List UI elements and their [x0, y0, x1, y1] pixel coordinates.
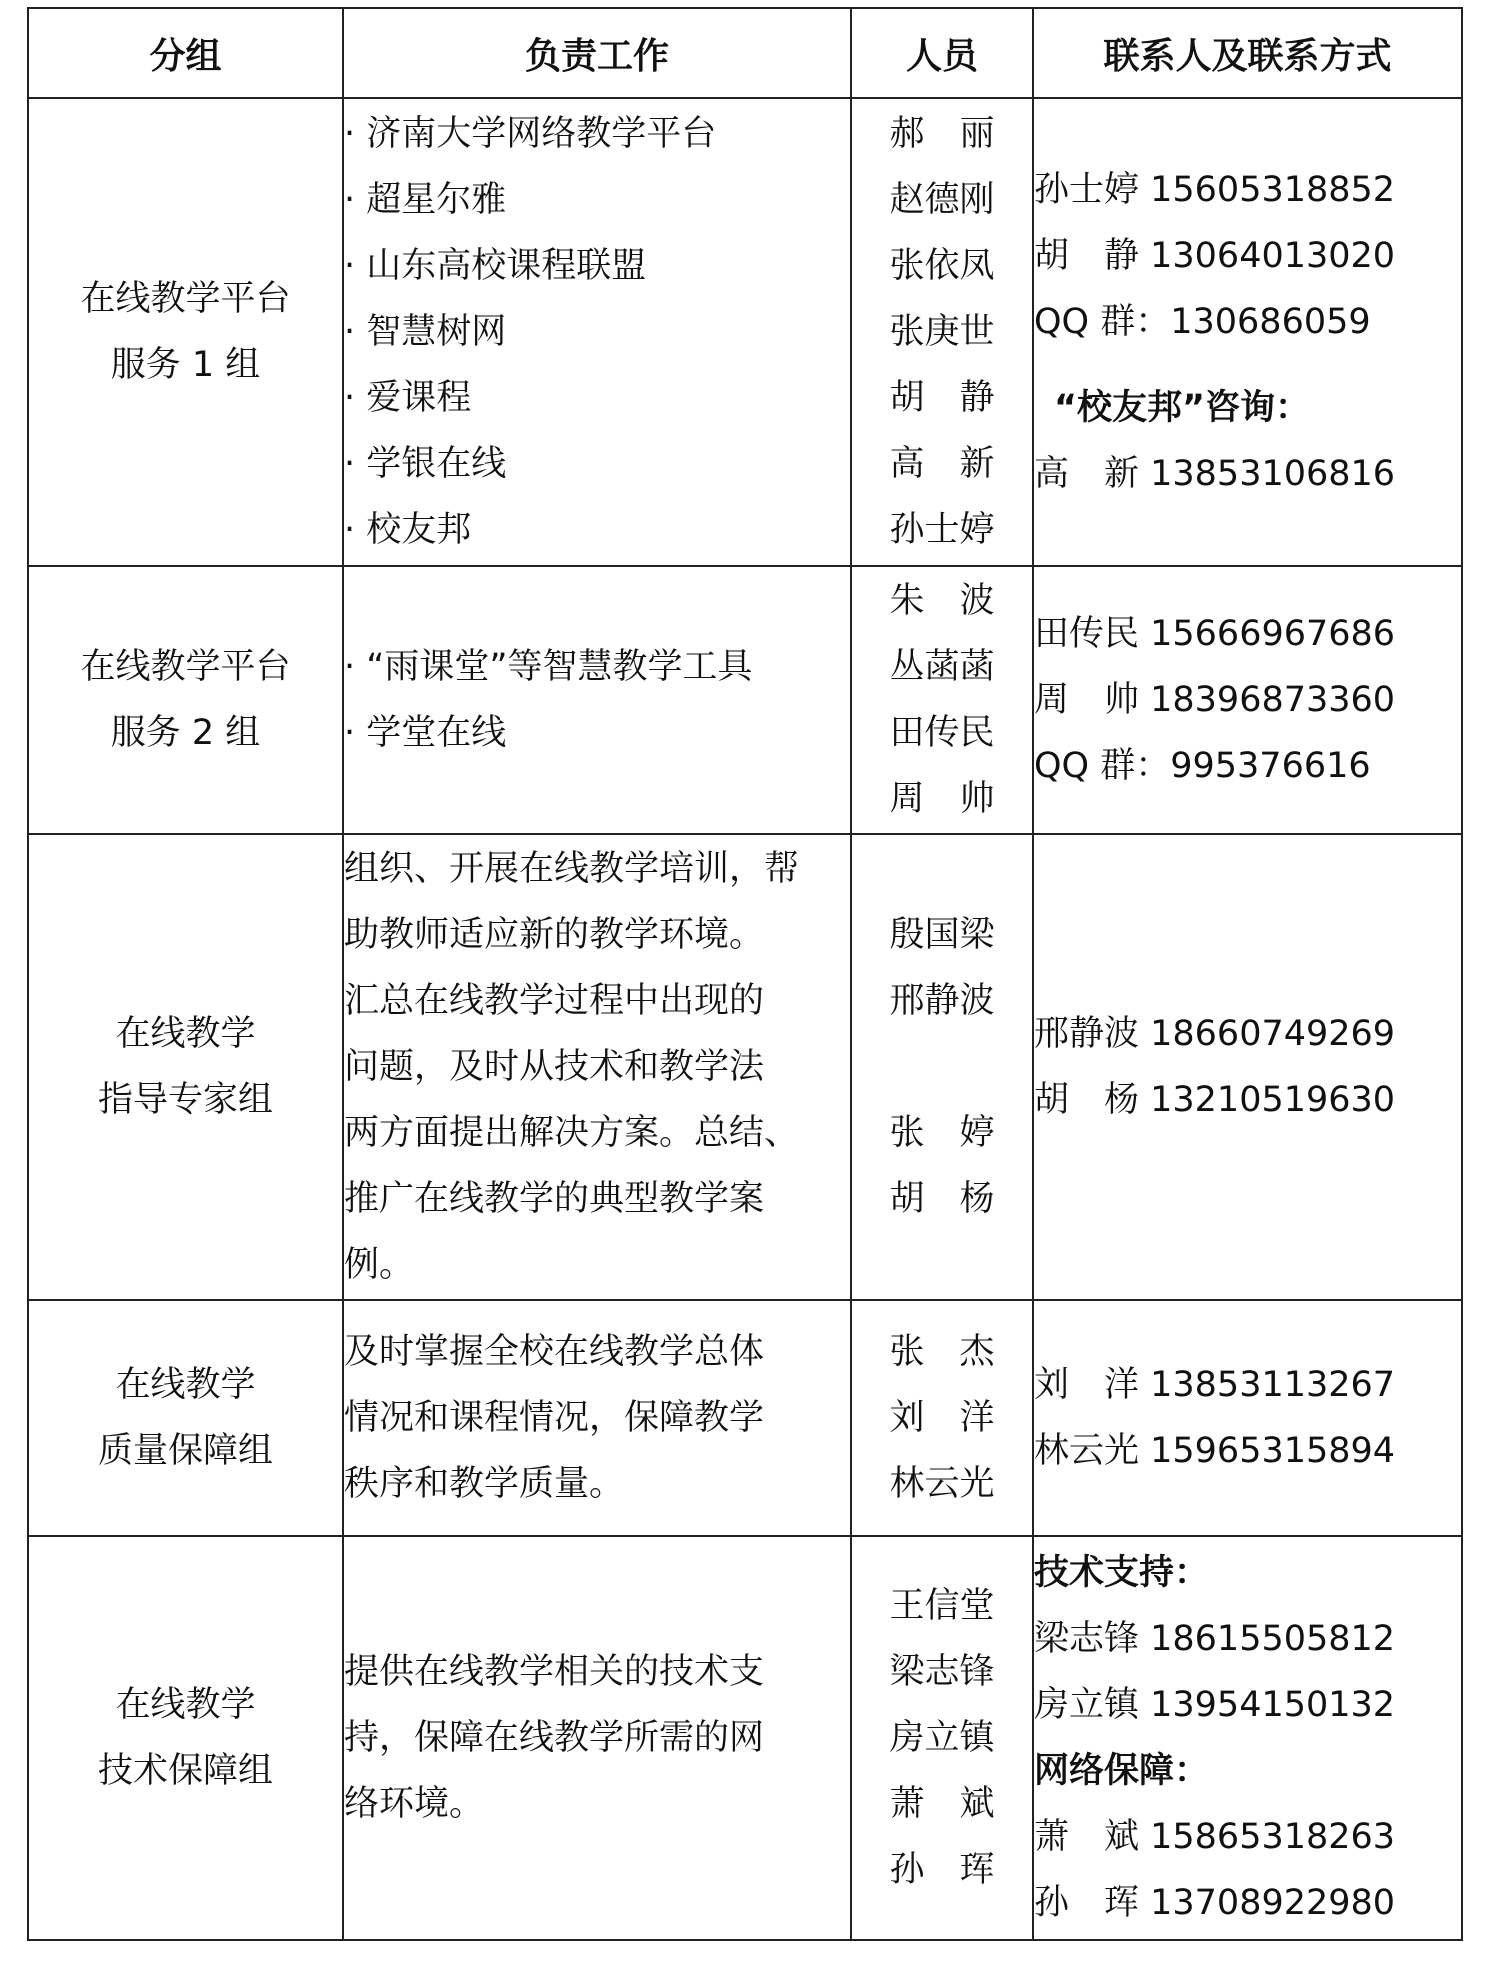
person-name: 孙士婷	[889, 510, 995, 550]
header-group: 分组	[28, 8, 343, 98]
table-row	[28, 566, 1462, 834]
work-text: 例。	[344, 1245, 415, 1285]
person-name: 朱 波	[889, 581, 995, 621]
contact-line: 林云光 15965315894	[1034, 1431, 1396, 1471]
person-name: 梁志锋	[889, 1652, 995, 1692]
person-name: 王信堂	[889, 1586, 995, 1626]
contact-line: 高 新 13853106816	[1034, 454, 1396, 494]
group-cell	[28, 1300, 343, 1536]
group-name: 在线教学	[115, 1685, 256, 1725]
contact-cell	[1033, 1300, 1462, 1536]
contact-line: 邢静波 18660749269	[1034, 1014, 1396, 1054]
work-text: 及时掌握全校在线教学总体	[344, 1332, 765, 1372]
work-item: · 济南大学网络教学平台	[344, 114, 717, 154]
person-name: 丛菡菡	[889, 647, 995, 687]
people-cell	[851, 98, 1033, 566]
person-name: 邢静波	[889, 981, 995, 1021]
contact-subheading: 技术支持：	[1034, 1553, 1210, 1593]
work-cell	[343, 834, 851, 1300]
person-name: 高 新	[889, 444, 995, 484]
person-name: 胡 静	[889, 378, 995, 418]
contact-line: 周 帅 18396873360	[1034, 680, 1396, 720]
work-text: 情况和课程情况，保障教学	[344, 1398, 765, 1438]
contact-line: 孙 珲 13708922980	[1034, 1883, 1396, 1923]
group-name: 服务 1 组	[110, 345, 261, 385]
work-text: 助教师适应新的教学环境。	[344, 915, 765, 955]
contact-line: 刘 洋 13853113267	[1034, 1365, 1396, 1405]
person-name: 胡 杨	[889, 1179, 995, 1219]
person-name: 林云光	[889, 1464, 995, 1504]
person-name: 孙 珲	[889, 1850, 995, 1890]
work-cell	[343, 1536, 851, 1940]
work-text: 持，保障在线教学所需的网	[344, 1718, 765, 1758]
work-text: 组织、开展在线教学培训，帮	[344, 849, 800, 889]
group-name: 在线教学	[115, 1014, 256, 1054]
person-name: 萧 斌	[889, 1784, 995, 1824]
work-text: 汇总在线教学过程中出现的	[344, 981, 765, 1021]
contact-line: QQ 群：130686059	[1034, 302, 1371, 342]
person-name: 张庚世	[889, 312, 995, 352]
work-text: 两方面提出解决方案。总结、	[344, 1113, 800, 1153]
person-name: 郝 丽	[889, 114, 995, 154]
contact-line: 胡 静 13064013020	[1034, 236, 1396, 276]
contact-line: 房立镇 13954150132	[1034, 1685, 1396, 1725]
group-cell	[28, 566, 343, 834]
contact-line: 萧 斌 15865318263	[1034, 1817, 1396, 1857]
group-name: 技术保障组	[97, 1751, 273, 1791]
work-cell	[343, 98, 851, 566]
work-text: 问题，及时从技术和教学法	[344, 1047, 765, 1087]
contact-subheading: “校友邦”咨询：	[1054, 388, 1311, 428]
work-text: 提供在线教学相关的技术支	[344, 1652, 765, 1692]
table-row	[28, 1300, 1462, 1536]
work-cell	[343, 566, 851, 834]
spacer	[1034, 355, 1461, 375]
work-item: · “雨课堂”等智慧教学工具	[344, 647, 753, 687]
contact-subheading: 网络保障：	[1034, 1751, 1210, 1791]
work-item: · 学银在线	[344, 444, 507, 484]
people-cell	[851, 1300, 1033, 1536]
table-row	[28, 98, 1462, 566]
spacer	[852, 1034, 1032, 1100]
header-row	[28, 8, 1462, 98]
contact-line: 胡 杨 13210519630	[1034, 1080, 1396, 1120]
group-name: 服务 2 组	[110, 713, 261, 753]
group-name: 在线教学平台	[80, 279, 291, 319]
person-name: 刘 洋	[889, 1398, 995, 1438]
person-name: 赵德刚	[889, 180, 995, 220]
group-cell	[28, 834, 343, 1300]
table-row	[28, 834, 1462, 1300]
work-item: · 山东高校课程联盟	[344, 246, 647, 286]
group-name: 指导专家组	[97, 1080, 273, 1120]
work-item: · 智慧树网	[344, 312, 507, 352]
work-cell	[343, 1300, 851, 1536]
contact-cell	[1033, 834, 1462, 1300]
contact-cell	[1033, 98, 1462, 566]
contact-line: 梁志锋 18615505812	[1034, 1619, 1396, 1659]
group-cell	[28, 1536, 343, 1940]
header-people: 人员	[851, 8, 1033, 98]
work-item: · 爱课程	[344, 378, 472, 418]
work-item: · 校友邦	[344, 510, 472, 550]
person-name: 田传民	[889, 713, 995, 753]
work-item: · 学堂在线	[344, 713, 507, 753]
person-name: 张依凤	[889, 246, 995, 286]
work-text: 推广在线教学的典型教学案	[344, 1179, 765, 1219]
work-text: 络环境。	[344, 1784, 485, 1824]
header-contact: 联系人及联系方式	[1033, 8, 1462, 98]
person-name: 殷国梁	[889, 915, 995, 955]
header-work: 负责工作	[343, 8, 851, 98]
person-name: 张 婷	[889, 1113, 995, 1153]
contact-line: 孙士婷 15605318852	[1034, 170, 1396, 210]
contact-line: QQ 群：995376616	[1034, 746, 1371, 786]
group-name: 在线教学平台	[80, 647, 291, 687]
work-item: · 超星尔雅	[344, 180, 507, 220]
person-name: 周 帅	[889, 779, 995, 819]
people-cell	[851, 566, 1033, 834]
person-name: 房立镇	[889, 1718, 995, 1758]
group-cell	[28, 98, 343, 566]
contact-cell	[1033, 566, 1462, 834]
table-row	[28, 1536, 1462, 1940]
group-name: 在线教学	[115, 1365, 256, 1405]
person-name: 张 杰	[889, 1332, 995, 1372]
work-text: 秩序和教学质量。	[344, 1464, 625, 1504]
contact-table	[27, 7, 1463, 1941]
contact-line: 田传民 15666967686	[1034, 614, 1396, 654]
people-cell	[851, 1536, 1033, 1940]
people-cell	[851, 834, 1033, 1300]
contact-cell	[1033, 1536, 1462, 1940]
group-name: 质量保障组	[97, 1431, 273, 1471]
